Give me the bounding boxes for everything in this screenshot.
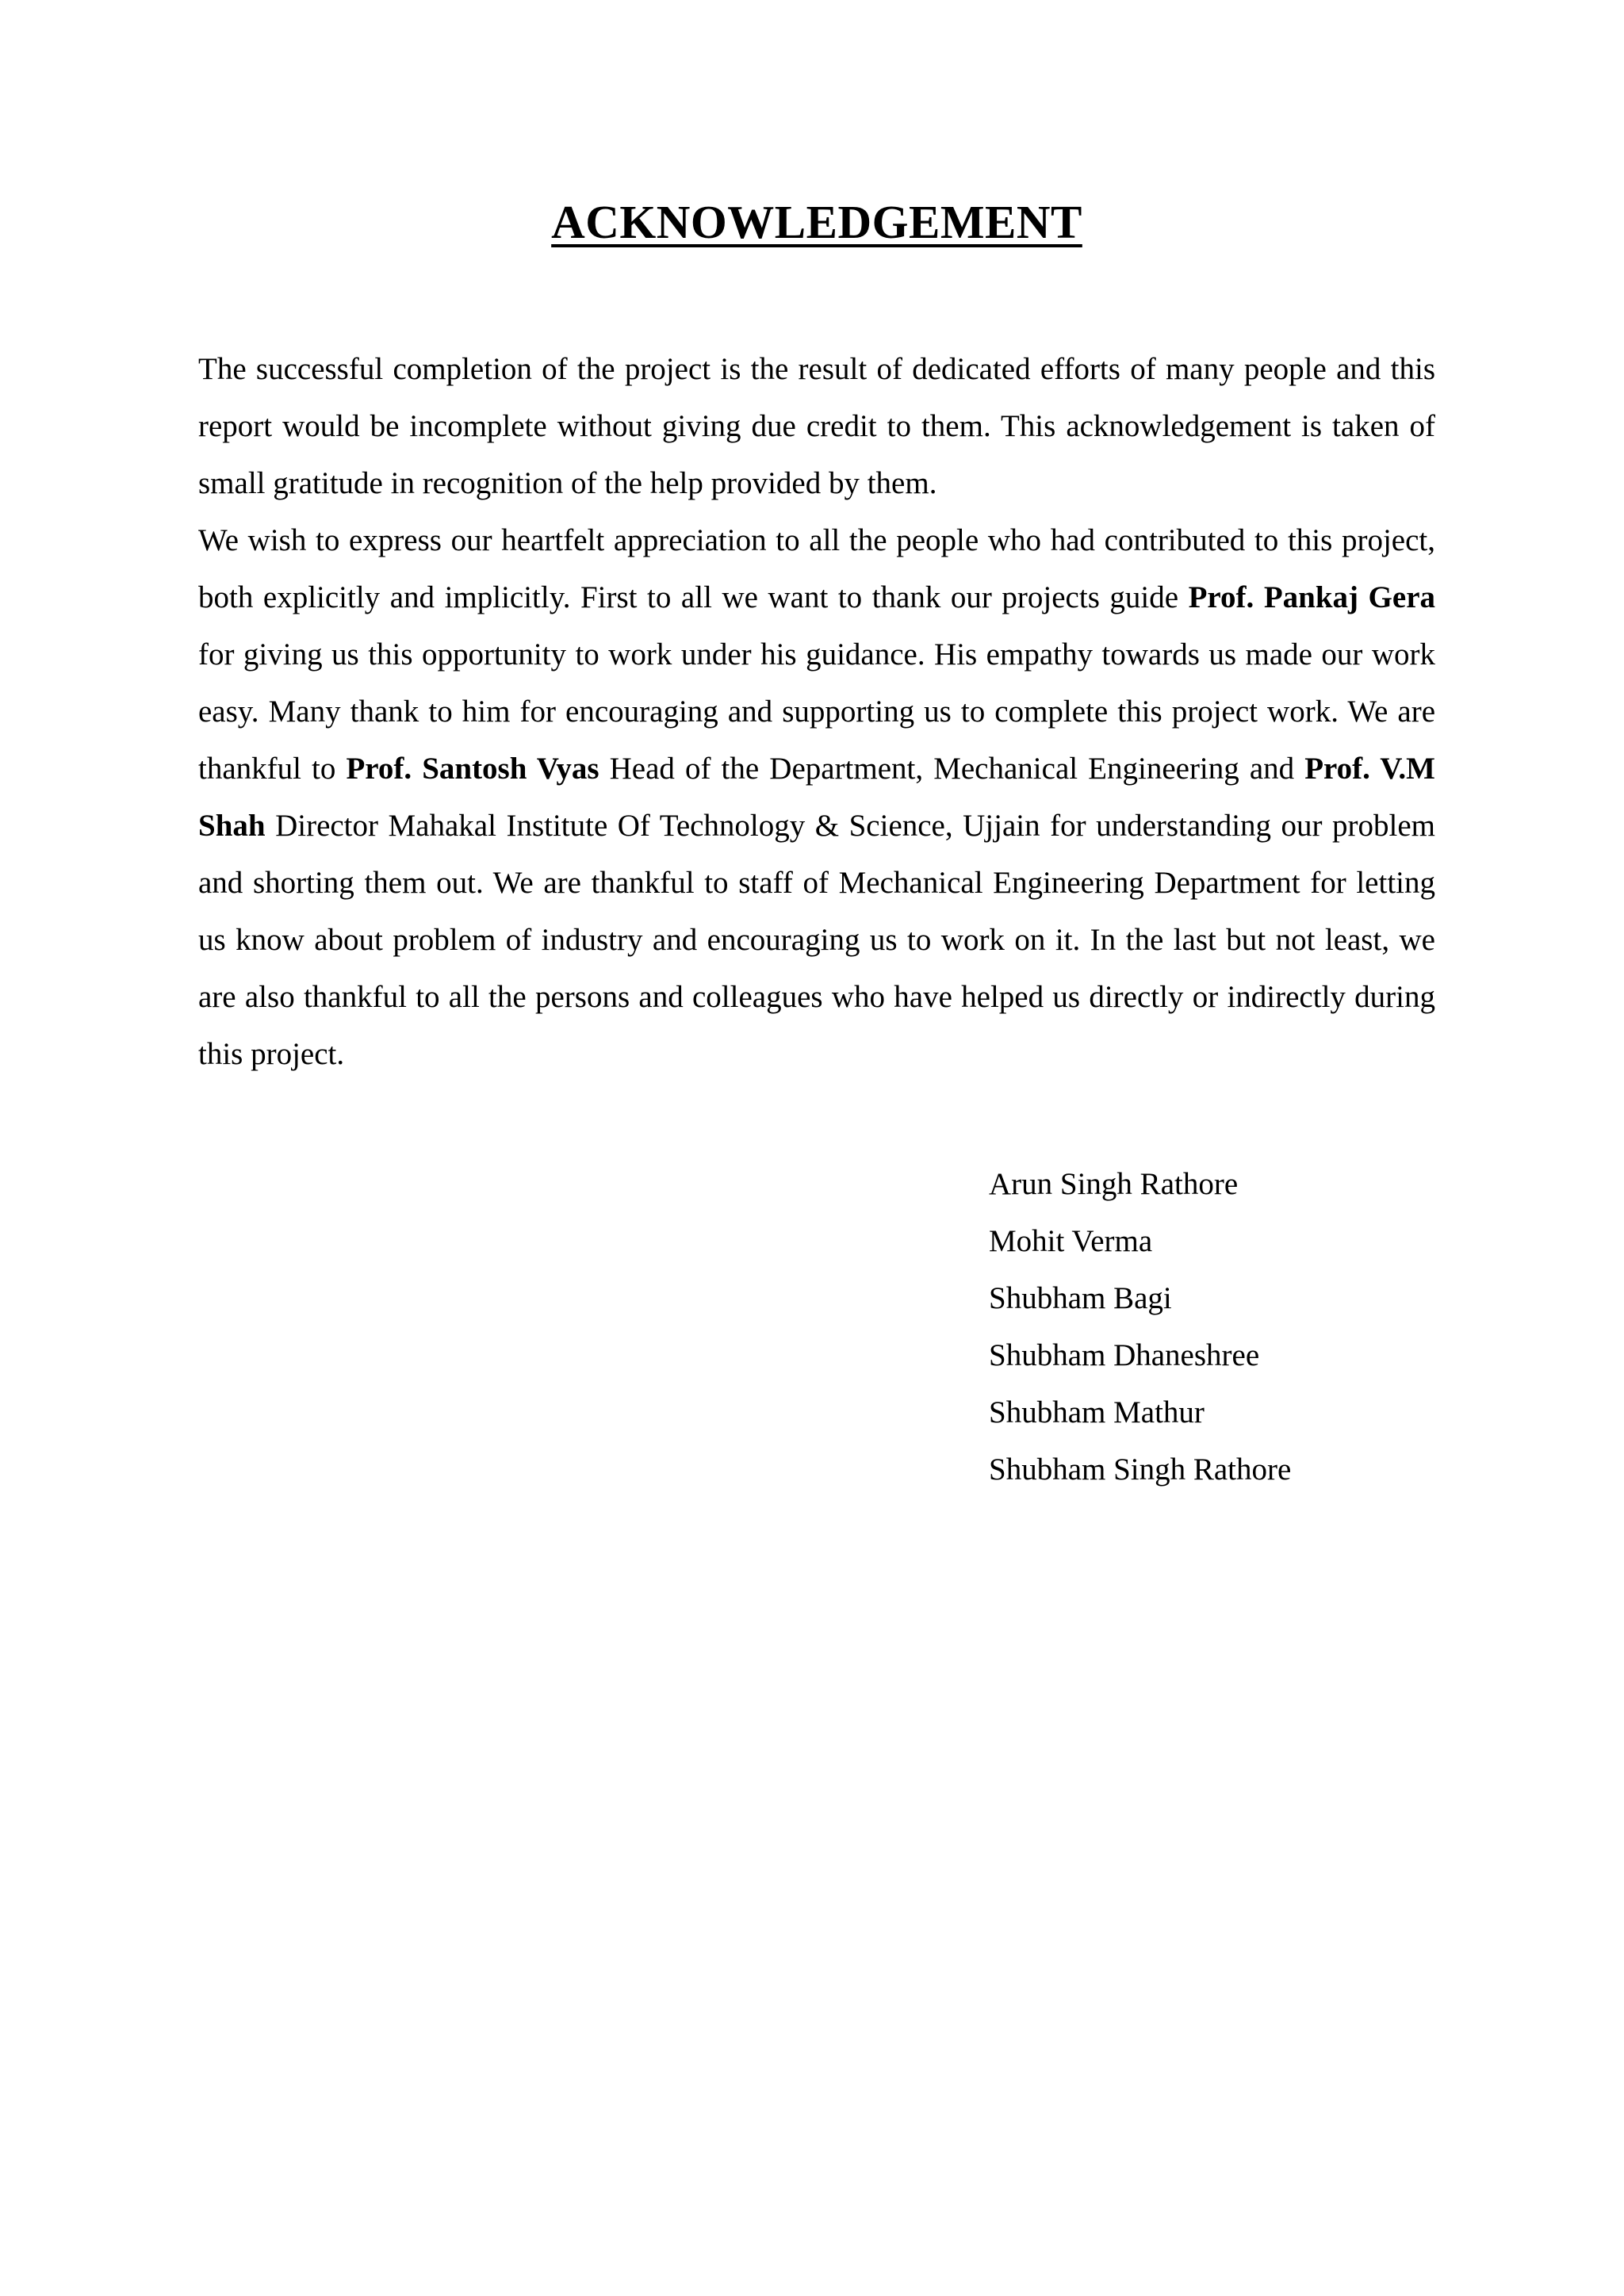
signatory-name: Arun Singh Rathore (989, 1167, 1239, 1201)
director-name: Prof. V.M Shah (198, 752, 1435, 843)
hod-name: Prof. Santosh Vyas (346, 752, 599, 786)
paragraph-text: Head of the Department, Mechanical Engineering and (599, 752, 1305, 786)
signatory-name: Shubham Bagi (989, 1281, 1172, 1315)
signatory-name: Mohit Verma (989, 1224, 1153, 1258)
acknowledgement-body (198, 341, 1435, 1083)
paragraph-text: Director Mahakal Institute Of Technology & Science, Ujjain for understanding our problem and shorting them out. We are thankful to staff of Mechanical Engineering Department for letting us know about problem of industry and encouraging us to work on it. In the last but not least, we are also thankful to all the persons and colleagues who have helped us directly or indirectly during this project. (198, 809, 1435, 1071)
signatory-list (989, 1156, 1291, 1498)
paragraph-intro: The successful completion of the project is the result of dedicated efforts of many people and this report would be incomplete without giving due credit to them. This acknowledgement is taken of small gratitude in recognition of the help provided by them. (198, 352, 1435, 500)
guide-name: Prof. Pankaj Gera (1188, 580, 1436, 614)
paragraph-thanks (198, 512, 1435, 1083)
paragraph-text: for giving us this opportunity to work under his guidance. His empathy towards us made our work easy. Many thank to him for encouraging and supporting us to complete this project work. We are thankful to (198, 637, 1435, 786)
signatory-name: Shubham Mathur (989, 1395, 1205, 1429)
signatory-name: Shubham Singh Rathore (989, 1452, 1292, 1487)
paragraph-text: We wish to express our heartfelt appreciation to all the people who had contributed to this project, both explicitly and implicitly. First to all we want to thank our projects guide (198, 523, 1435, 614)
page-title: ACKNOWLEDGEMENT (551, 196, 1082, 248)
signatory-name: Shubham Dhaneshree (989, 1338, 1260, 1372)
